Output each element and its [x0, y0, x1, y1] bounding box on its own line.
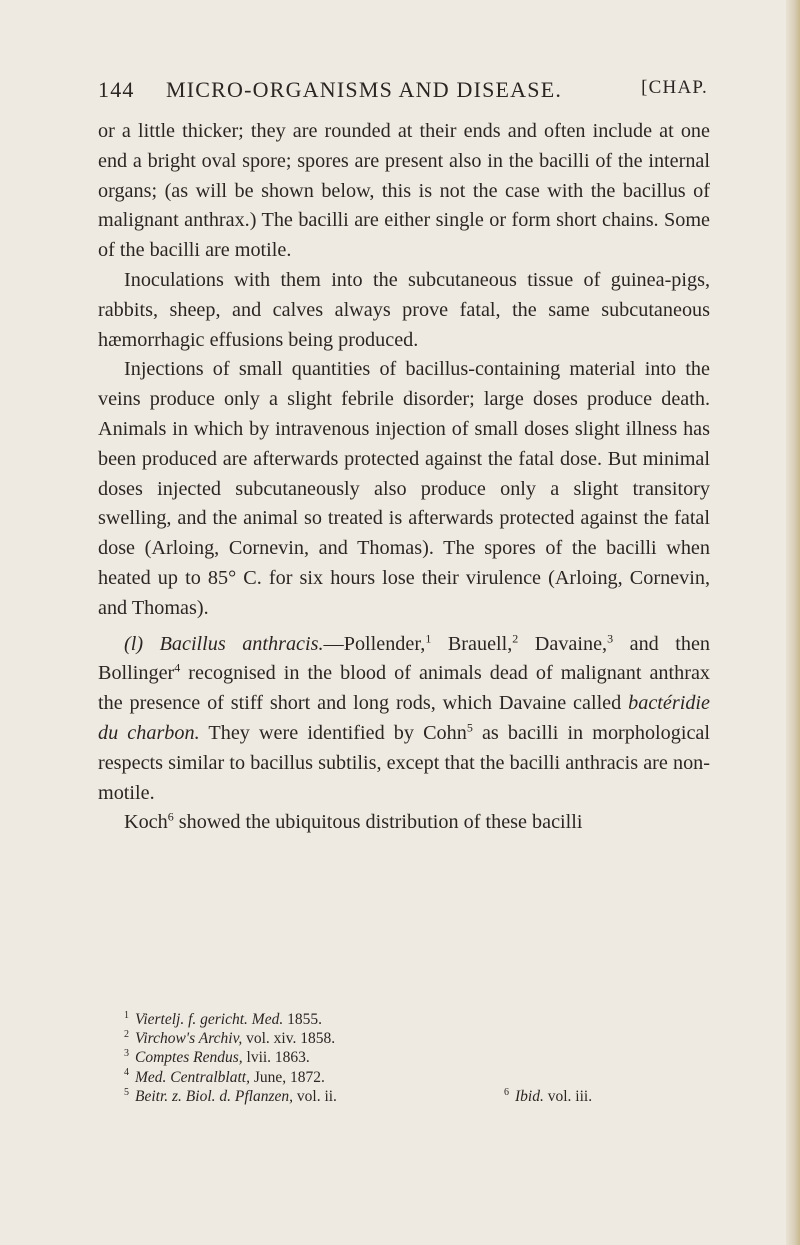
section-heading: Bacillus anthracis.	[159, 632, 324, 655]
footnote: $^4$ Med. Centralblatt, June, 1872.	[124, 1067, 325, 1086]
page-edge	[786, 0, 800, 1245]
paragraph-4: (l) Bacillus anthracis.—Pollender,$^1$ Brauell,$^2$ Davaine,$^3$ and then Bollinger$^4$ recognised in the blood of animals dead of malignant anthrax the presence of stiff short and long rods, which Davaine called bactéridie du charbon. They were identified by Cohn$^5$ as bacilli in morphological respects similar to bacillus subtilis, except that the bacilli anthracis are non-motile.	[98, 630, 711, 804]
running-header	[98, 77, 708, 107]
footnote: $^1$ Viertelj. f. gericht. Med. 1855.	[124, 1009, 322, 1028]
paragraph-2: Inoculations with them into the subcutaneous tissue of guinea-pigs, rabbits, sheep, and calves always prove fatal, the same subcutaneous hæmorrhagic effusions being produced.	[98, 268, 710, 351]
italic-term: bactéridie du charbon.	[98, 692, 710, 744]
paragraph-1: or a little thicker; they are rounded at their ends and often include at one end a bright oval spore; spores are present also in the bacilli of the internal organs; (as will be shown below, this is not the case with the bacillus of malignant anthrax.) The bacilli are either single or form short chains. Some of the bacilli are motile.	[98, 120, 710, 262]
footnote-ref-6: 6	[167, 809, 174, 824]
footnote-ref-5: 5	[466, 720, 473, 735]
footnote-ref-4: 4	[174, 660, 181, 675]
footnote-ref-3: 3	[607, 630, 614, 645]
footnote: $^2$ Virchow's Archiv, vol. xiv. 1858.	[124, 1029, 336, 1048]
footnote: $^5$ Beitr. z. Biol. d. Pflanzen, vol. ii. $^6$ Ibid. vol. iii.	[124, 1086, 593, 1105]
footnote-ref-1: 1	[425, 630, 432, 645]
footnotes	[124, 1010, 704, 1106]
body-text	[98, 117, 710, 838]
footnote: $^3$ Comptes Rendus, lvii. 1863.	[124, 1048, 310, 1067]
chapter-marker: [CHAP.	[641, 77, 708, 98]
paragraph-5: Koch$^6$ showed the ubiquitous distribution of these bacilli	[124, 809, 583, 834]
footnote-ref-2: 2	[512, 630, 519, 645]
section-label: (l)	[124, 632, 144, 655]
footnote: $^6$ Ibid. vol. iii.	[504, 1086, 593, 1105]
running-title: MICRO-ORGANISMS AND DISEASE.	[166, 77, 563, 102]
page-number: 144	[98, 77, 135, 102]
paragraph-3: Injections of small quantities of bacillus-containing material into the veins produce only a slight febrile disorder; large doses produce death. Animals in which by intravenous injection of small doses slight illness has been produced are afterwards protected against the fatal dose. But minimal doses injected subcutaneously also produce only a slight transitory swelling, and the animal so treated is afterwards protected against the fatal dose (Arloing, Cornevin, and Thomas). The spores of the bacilli when heated up to 85° C. for six hours lose their virulence (Arloing, Cornevin, and Thomas).	[98, 358, 710, 619]
